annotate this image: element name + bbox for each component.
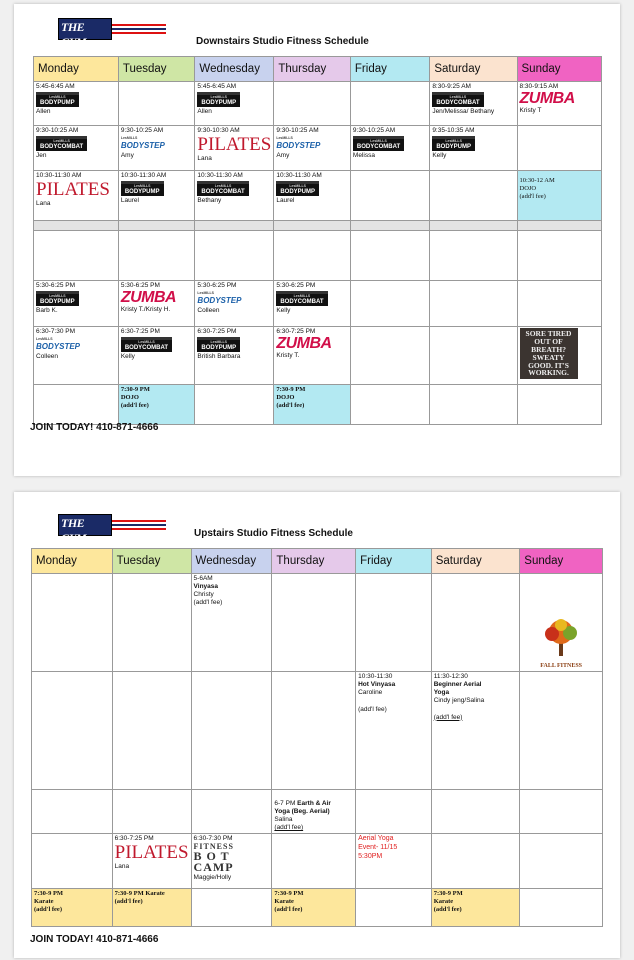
cell-text: LesMILLS (293, 294, 311, 299)
cell-text: 6:30-7:25 PM (120, 328, 160, 335)
empty-cell (517, 281, 601, 327)
cell-text: Kelly (432, 151, 447, 159)
cell-text: BODYSTEP (197, 295, 242, 305)
cell-text: Kristy T (519, 107, 542, 115)
cell-text: Caroline (358, 689, 383, 697)
cell-text: LesMILLS (53, 139, 70, 144)
cell-text: Jen (36, 151, 47, 159)
cell-text: LesMILLS (214, 184, 232, 189)
class-cell (118, 281, 195, 327)
empty-cell (32, 672, 113, 790)
cell-text: Laurel (276, 196, 295, 204)
bodypump-logo (36, 92, 79, 107)
cell-text: Lana (36, 200, 51, 208)
cell-text: 9:30-10:25 AM (352, 127, 396, 134)
empty-cell (517, 385, 601, 425)
join-phone: JOIN TODAY! 410-871-4666 (30, 934, 159, 945)
cell-text: 5:45-6:45 AM (197, 83, 237, 90)
table-row (32, 574, 603, 672)
tree-icon (536, 618, 586, 658)
cell-text: BODYPUMP (40, 298, 75, 305)
empty-cell (350, 281, 429, 327)
empty-cell (431, 790, 520, 834)
empty-cell (112, 790, 191, 834)
cell-text: DOJO (120, 394, 139, 402)
cell-text: 5:30PM (358, 852, 383, 860)
cell-text: Yoga (Beg. Aerial) (274, 807, 330, 815)
cell-text: BODYCOMBAT (356, 143, 401, 150)
empty-cell (430, 231, 517, 281)
cell-text: 6:30-7:30 PM (193, 835, 233, 842)
downstairs-schedule-page (14, 4, 620, 476)
cell-text: Jen/Melissa/ Bethany (432, 107, 495, 115)
empty-cell (350, 327, 429, 385)
cell-text: BODYPUMP (280, 188, 315, 195)
event-cell (356, 834, 432, 889)
cell-text: Amy (276, 151, 290, 159)
divider-row (34, 221, 602, 231)
bodycombat-logo (121, 337, 172, 352)
cell-text: 5:30-6:25 PM (36, 282, 76, 289)
cell-text: BODYPUMP (124, 188, 160, 195)
cell-text: 9:35-10:35 AM (432, 127, 475, 134)
cell-text: Salina (274, 815, 293, 823)
karate-cell (112, 889, 191, 927)
cell-text: (add'l fee) (120, 402, 149, 410)
table-row (34, 281, 602, 327)
cell-text: Christy (193, 591, 214, 599)
cell-text: BODYCOMBAT (124, 344, 169, 351)
class-cell (195, 281, 274, 327)
class-cell (430, 82, 517, 126)
cell-text: 7:30-9 PM (120, 386, 150, 393)
empty-cell (191, 790, 272, 834)
cell-text: 10:30-11:30 (358, 673, 393, 680)
cell-text: BODYCOMBAT (280, 298, 324, 305)
cell-text: LesMILLS (49, 95, 66, 100)
cell-text: Cindy jeng/Salina (433, 697, 485, 705)
empty-cell (430, 385, 517, 425)
cell-text: LesMILLS (133, 184, 151, 189)
cell-text: Kelly (276, 306, 291, 314)
empty-cell (350, 221, 429, 231)
class-cell (274, 171, 351, 221)
table-row (34, 327, 602, 385)
cell-text: Kelly (120, 352, 135, 360)
class-cell (112, 834, 191, 889)
cell-text: (add'l fee) (34, 906, 62, 914)
cell-text: Bethany (197, 196, 222, 204)
cell-text: 10:30-11:30 AM (120, 172, 167, 179)
upstairs-table (31, 548, 603, 927)
empty-cell (356, 889, 432, 927)
cell-text: Kristy T. (276, 352, 300, 360)
cell-text: Karate (34, 898, 54, 906)
cell-text: 7:30-9 PM (274, 890, 304, 897)
empty-cell (191, 672, 272, 790)
cell-text: LesMILLS (49, 294, 66, 299)
empty-cell (272, 834, 356, 889)
empty-cell (118, 231, 195, 281)
cell-text: 10:30-12 AM (519, 177, 555, 184)
empty-cell (520, 790, 603, 834)
pilates-logo: PILATES (114, 842, 189, 864)
class-cell (274, 126, 351, 171)
cell-text: Barb K. (36, 306, 58, 314)
cell-text: B O T (193, 848, 230, 863)
zumba-logo: ZUMBA (519, 90, 575, 108)
cell-text: 10:30-11:30 AM (197, 172, 243, 179)
cell-text: 10:30-11:30 AM (36, 172, 82, 179)
table-row (34, 385, 602, 425)
class-cell (191, 574, 272, 672)
cell-text: 6:30-7:25 PM (276, 328, 316, 335)
class-cell (118, 327, 195, 385)
bodypump-logo (197, 92, 240, 107)
cell-text: LesMILLS (138, 340, 155, 345)
cell-text: 6:30-7:30 PM (36, 328, 76, 335)
cell-text: LesMILLS (210, 340, 228, 345)
pilates-logo: PILATES (197, 134, 272, 156)
empty-cell (430, 327, 517, 385)
day-header-saturday: Saturday (430, 57, 517, 82)
day-header-tuesday: Tuesday (112, 549, 191, 574)
day-header-sunday: Sunday (520, 549, 603, 574)
bodycombat-logo (353, 136, 404, 151)
cell-text: (add'l fee) (433, 713, 463, 721)
fall-fitness-image (522, 618, 600, 670)
empty-cell (195, 221, 274, 231)
class-cell (118, 171, 195, 221)
cell-text: Kristy T./Kristy H. (120, 306, 171, 314)
empty-cell (431, 834, 520, 889)
cell-text: 6:30-7:25 PM (197, 328, 237, 335)
empty-cell (431, 574, 520, 672)
cell-text: (add'l fee) (274, 906, 303, 914)
empty-cell (520, 672, 603, 790)
cell-text: Beginner Aerial (433, 681, 482, 689)
empty-cell (112, 574, 191, 672)
empty-cell (272, 672, 356, 790)
cell-text: LesMILLS (36, 337, 53, 342)
cell-text: 8:30-9:25 AM (432, 83, 471, 90)
dojo-cell (274, 385, 351, 425)
karate-cell (272, 889, 356, 927)
cell-text: 7:30-9 PM (433, 890, 463, 897)
empty-cell (430, 221, 517, 231)
bodystep-logo (276, 136, 320, 150)
bodypump-logo (36, 291, 79, 306)
empty-cell (350, 171, 429, 221)
cell-text: 5:30-6:25 PM (120, 282, 160, 289)
cell-text: BODYCOMBAT (201, 188, 245, 195)
zumba-logo: ZUMBA (120, 289, 177, 307)
class-cell (517, 82, 601, 126)
empty-cell (34, 231, 119, 281)
cell-text: 10:30-11:30 AM (276, 172, 322, 179)
empty-cell (34, 221, 119, 231)
cell-text: BODYCOMBAT (436, 99, 480, 106)
empty-cell (195, 385, 274, 425)
motivation-image-cell (517, 327, 601, 385)
fall-fitness-cell (520, 574, 603, 672)
class-cell (34, 126, 119, 171)
cell-text: Melissa (352, 151, 375, 159)
cell-text: CAMP (193, 860, 234, 875)
table-row (32, 889, 603, 927)
cell-text: LesMILLS (120, 136, 138, 141)
table-row (34, 171, 602, 221)
empty-cell (517, 231, 601, 281)
bodypump-logo (197, 337, 240, 352)
table-row (32, 834, 603, 889)
cell-text: 9:30-10:25 AM (276, 127, 319, 134)
day-header-thursday: Thursday (272, 549, 356, 574)
class-cell (356, 672, 432, 790)
bootcamp-logo (194, 843, 270, 873)
cell-text: Lana (114, 863, 130, 871)
cell-text: LesMILLS (445, 139, 462, 144)
table-row (34, 82, 602, 126)
class-cell (195, 82, 274, 126)
cell-text: BODYSTEP (120, 140, 165, 150)
empty-cell (520, 889, 603, 927)
empty-cell (32, 790, 113, 834)
empty-cell (520, 834, 603, 889)
cell-text: 5-6AM (193, 575, 213, 582)
cell-text: BODYPUMP (436, 143, 471, 150)
cell-text: LesMILLS (370, 139, 387, 144)
empty-cell (350, 231, 429, 281)
cell-text: Amy (120, 151, 134, 159)
bodystep-logo (197, 291, 241, 305)
dojo-cell (517, 171, 601, 221)
empty-cell (274, 221, 351, 231)
empty-cell (274, 231, 351, 281)
cell-text: BODYPUMP (201, 99, 237, 106)
cell-text: FITNESS (193, 842, 234, 852)
bodycombat-logo (432, 92, 483, 107)
cell-text: LesMILLS (289, 184, 306, 189)
class-cell (431, 672, 520, 790)
cell-text: 5:45-6:45 AM (36, 83, 75, 90)
day-header-saturday: Saturday (431, 549, 520, 574)
empty-cell (350, 82, 429, 126)
cell-text: DOJO (519, 185, 537, 193)
empty-cell (32, 834, 113, 889)
empty-cell (32, 574, 113, 672)
empty-cell (112, 672, 191, 790)
empty-cell (430, 281, 517, 327)
karate-cell (431, 889, 520, 927)
cell-text: Event- 11/15 (358, 843, 398, 851)
cell-text: BODYCOMBAT (40, 143, 84, 150)
class-cell (272, 790, 356, 834)
cell-text: (add'l fee) (358, 705, 387, 713)
cell-text: Colleen (197, 306, 220, 314)
cell-text: Aerial Yoga (358, 835, 394, 842)
cell-text: Laurel (120, 196, 139, 204)
bodystep-logo (36, 337, 80, 351)
class-cell (195, 171, 274, 221)
bodypump-logo (276, 181, 319, 196)
empty-cell (195, 231, 274, 281)
gym-logo: THE GYM (58, 514, 112, 536)
cell-text: LesMILLS (210, 95, 228, 100)
cell-text: 7:30-9 PM Karate (114, 890, 165, 897)
class-cell (350, 126, 429, 171)
class-cell (430, 126, 517, 171)
bodypump-logo (432, 136, 475, 151)
upstairs-schedule-page (14, 492, 620, 958)
class-cell (274, 281, 351, 327)
header-row (34, 57, 602, 82)
cell-text: (add'l fee) (276, 402, 305, 410)
cell-text: Maggie/Holly (193, 873, 232, 881)
gym-logo: THE GYM (58, 18, 112, 40)
class-cell (118, 126, 195, 171)
cell-text: (add'l fee) (114, 898, 143, 906)
class-cell (195, 327, 274, 385)
cell-text: (add'l fee) (274, 823, 304, 831)
cell-text: (add'l fee) (519, 193, 546, 201)
class-cell (195, 126, 274, 171)
class-cell (34, 327, 119, 385)
day-header-wednesday: Wednesday (195, 57, 274, 82)
cell-text: LesMILLS (197, 291, 214, 296)
cell-text: British Barbara (197, 352, 241, 360)
cell-text: BODYPUMP (201, 344, 237, 351)
bodycombat-logo (276, 291, 327, 306)
cell-text: 11:30-12:30 (433, 673, 468, 680)
cell-text: Vinyasa (193, 583, 219, 591)
empty-cell (118, 82, 195, 126)
cell-text: Hot Vinyasa (358, 681, 396, 689)
cell-text: 8:30-9:15 AM (519, 83, 559, 90)
day-header-wednesday: Wednesday (191, 549, 272, 574)
bodycombat-logo (36, 136, 87, 151)
cell-text: LesMILLS (449, 95, 467, 100)
day-header-tuesday: Tuesday (118, 57, 195, 82)
cell-text: FALL FITNESS (540, 662, 583, 669)
cell-text: Lana (197, 155, 212, 163)
cell-text: Yoga (433, 689, 450, 697)
empty-cell (356, 574, 432, 672)
table-row (34, 126, 602, 171)
class-cell (34, 281, 119, 327)
empty-cell (517, 221, 601, 231)
empty-cell (350, 385, 429, 425)
day-header-thursday: Thursday (274, 57, 351, 82)
class-cell (34, 171, 119, 221)
join-phone: JOIN TODAY! 410-871-4666 (30, 422, 159, 433)
cell-text: 6-7 PM (274, 799, 296, 807)
bodypump-logo (121, 181, 164, 196)
cell-text: Earth & Air (297, 799, 331, 807)
cell-text: 5:30-6:25 PM (276, 282, 316, 289)
cell-text: BODYSTEP (276, 140, 321, 150)
cell-text: 5:30-6:25 PM (197, 282, 237, 289)
cell-text: LesMILLS (276, 136, 293, 141)
day-header-monday: Monday (34, 57, 119, 82)
empty-cell (356, 790, 432, 834)
header-row (32, 549, 603, 574)
cell-text: Karate (274, 898, 294, 906)
table-row (32, 790, 603, 834)
downstairs-table (33, 56, 602, 425)
cell-text: 6:30-7:25 PM (114, 835, 154, 842)
bodycombat-logo (197, 181, 248, 196)
cell-text: 7:30-9 PM (34, 890, 64, 897)
empty-cell (430, 171, 517, 221)
cell-text: 7:30-9 PM (276, 386, 306, 393)
cell-text: Allen (36, 107, 51, 115)
cell-text: Colleen (36, 352, 59, 360)
day-header-monday: Monday (32, 549, 113, 574)
day-header-friday: Friday (356, 549, 432, 574)
zumba-logo: ZUMBA (276, 335, 332, 353)
empty-cell (274, 82, 351, 126)
bodystep-logo (121, 136, 165, 150)
motivation-image: SORE TIRED OUT OF BREATH? SWEATY GOOD. IT'S WORKING. (520, 328, 578, 379)
empty-cell (191, 889, 272, 927)
pilates-logo: PILATES (36, 179, 110, 201)
class-cell (191, 834, 272, 889)
cell-text: Allen (197, 107, 212, 115)
empty-cell (118, 221, 195, 231)
cell-text: BODYSTEP (36, 341, 81, 351)
cell-text: (add'l fee) (193, 599, 223, 607)
cell-text: 9:30-10:25 AM (120, 127, 164, 134)
cell-text: (add'l fee) (433, 906, 462, 914)
karate-cell (32, 889, 113, 927)
dojo-cell (118, 385, 195, 425)
empty-cell (517, 126, 601, 171)
cell-text: 9:30-10:30 AM (197, 127, 240, 134)
empty-cell (272, 574, 356, 672)
table-row (32, 672, 603, 790)
page-title: Upstairs Studio Fitness Schedule (194, 528, 353, 539)
class-cell (274, 327, 351, 385)
cell-text: BODYPUMP (40, 99, 75, 106)
cell-text: Karate (433, 898, 454, 906)
day-header-sunday: Sunday (517, 57, 601, 82)
table-row (34, 231, 602, 281)
class-cell (34, 82, 119, 126)
cell-text: 9:30-10:25 AM (36, 127, 79, 134)
cell-text: DOJO (276, 394, 295, 402)
empty-cell (34, 385, 119, 425)
day-header-friday: Friday (350, 57, 429, 82)
page-title: Downstairs Studio Fitness Schedule (196, 36, 369, 47)
